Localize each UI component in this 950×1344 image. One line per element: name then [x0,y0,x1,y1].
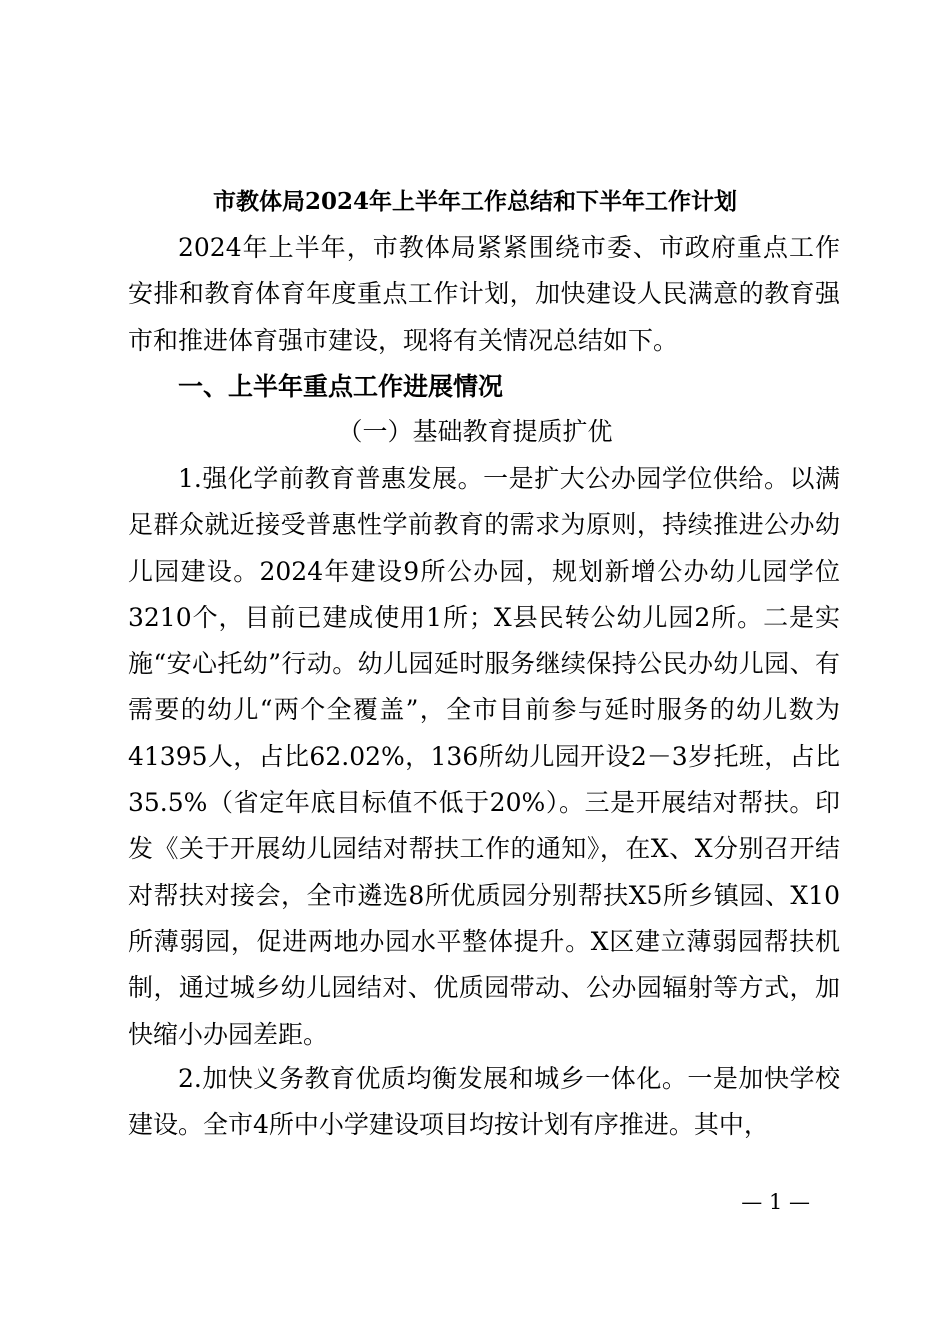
intro-paragraph: 2024年上半年，市教体局紧紧围绕市委、市政府重点工作安排和教育体育年度重点工作计划，加快建设人民满意的教育强市和推进体育强市建设，现将有关情况总结如下。 [128,233,840,355]
paragraph-2-block [128,1056,840,1149]
page-number: — 1 — [741,1190,810,1214]
subsection-heading: （一）基础教育提质扩优 [337,417,613,446]
section-heading: 一、上半年重点工作进展情况 [178,372,504,401]
paragraph-1-block [128,456,840,1058]
paragraph-1: 1.强化学前教育普惠发展。一是扩大公办园学位供给。以满足群众就近接受普惠性学前教育的需求为原则，持续推进公办幼儿园建设。2024年建设9所公办园，规划新增公办幼儿园学位3210个，目前已建成使用1所；X县民转公幼儿园2所。二是实施“安心托幼”行动。幼儿园延时服务继续保持公民办幼儿园、有需要的幼儿“两个全覆盖”，全市目前参与延时服务的幼儿数为41395人，占比62.02%，136所幼儿园开设2－3岁托班，占比35.5%（省定年底目标值不低于20%）。三是开展结对帮扶。印发《关于开展幼儿园结对帮扶工作的通知》，在X、X分别召开结对帮扶对接会，全市遴选8所优质园分别帮扶X5所乡镇园、X10所薄弱园，促进两地办园水平整体提升。X区建立薄弱园帮扶机制，通过城乡幼儿园结对、优质园带动、公办园辐射等方式，加快缩小办园差距。 [128,464,840,1049]
document-title: 市教体局2024年上半年工作总结和下半年工作计划 [212,188,737,215]
paragraph-2: 2.加快义务教育优质均衡发展和城乡一体化。一是加快学校建设。全市4所中小学建设项目均按计划有序推进。其中， [128,1064,840,1140]
intro-block [128,225,840,364]
